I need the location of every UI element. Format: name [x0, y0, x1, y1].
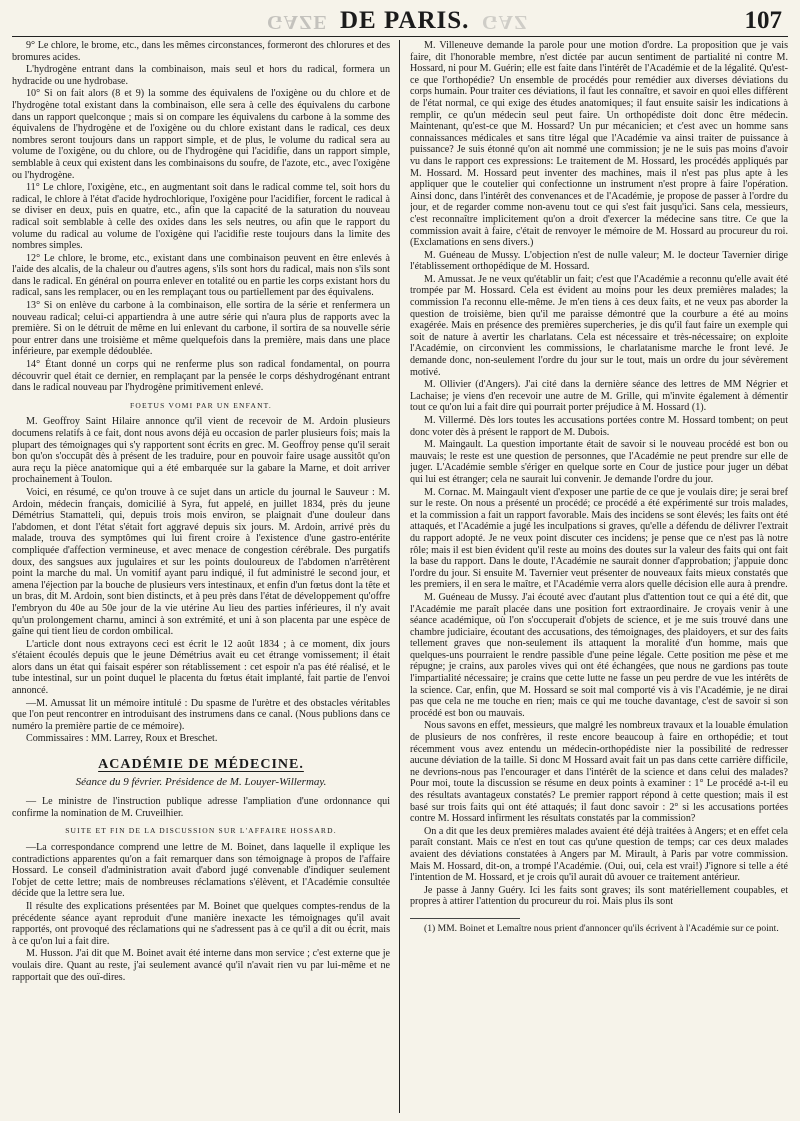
section-heading-foetus: FOETUS VOMI PAR UN ENFANT.: [130, 400, 272, 410]
paragraph: 10° Si on fait alors (8 et 9) la somme des équivalens de l'oxigène ou du chlore et de l'hydrogène total existant dans la combinaison, elle sera à celle des équivalens du carbone dans un rapport quelconque ; mais si on compare les équivalens du carbone à la somme des équivalens de l'hydrogène et de l'oxigène ou du chlore existant dans le radical, ces deux nombres seront toujours dans un rapport simple, et de plus, le volume du radical sera au volume de l'oxigène, ou du chlore, ou de l'hydrogène qui l'acidifie, dans un rapport simple, semblable à ceux qui existent dans les combinaisons du soufre, de l'azote, etc., avec l'oxigène ou l'hydrogène.: [12, 88, 390, 181]
paragraph: M. Cornac. M. Maingault vient d'exposer une partie de ce que je voulais dire; je serai bref sur le reste. On nous a présenté un procédé; ce procédé a été expérimenté sur trois malades, et la commission a fait un rapport favorable. Mais des incidens se sont élevés; les faits ont été attaqués, et l'Académie a jugé les inculpations si graves, qu'elle a défendu de délivrer l'extrait du rapport adopté. Je ne veux point discuter ces incidens; je pense que ce n'est pas là notre rôle; mais il est bien évident qu'il reste au moins des doutes sur la valeur des faits qui ont fait la base du rapport. Dans le doute, l'Académie ne saurait donner d'approbation; j'appuie donc l'ordre du jour. Si ensuite M. Tavernier veut présenter de nouveaux faits mieux constatés que les premiers, il en sera le maître, et l'Académie verra alors quelle décision elle aura à prendre.: [410, 486, 788, 591]
paragraph: Voici, en résumé, ce qu'on trouve à ce sujet dans un article du journal le Sauveur : M. Ardoin, médecin français, domicilié à Syra, fut appelé, en juillet 1834, près du jeune Démétrius Stamatteli, qui, depuis trois mois environ, se plaignait d'une douleur dans l'abdomen, et dont l'état s'était fort aggravé depuis six jours. M. Ardoin, arrivé près du malade, trouva des symptômes qui lui firent croire à l'existence d'une gastro-entérite compliquée d'affection vermineuse, et avec menace de congestion cérébrale. Des purgatifs doux, des sangsues aux jugulaires et sur les points douloureux de l'abdomen n'arrêtèrent point la marche du mal. Un vomitif ayant paru indiqué, il fut administré le second jour, et amena l'éjection par la bouche de plusieurs vers intestinaux, et enfin d'un fœtus dont la tête et un bras, dit M. Ardoin, sont bien distincts, et à peu près dans l'état de développement qu'offre l'embryon du 40e au 50e jour de la vie utérine Au lieu des parties inférieures, il n'y avait qu'un prolongement charnu, aminci à son extrémité, et uni à son placenta par une espèce de gaîne qui tient lieu de cordon ombilical.: [12, 486, 390, 638]
page-header: [12, 6, 788, 37]
paragraph: —M. Amussat lit un mémoire intitulé : Du spasme de l'urètre et des obstacles véritables que l'on peut rencontrer en introduisant des instrumens dans ce canal. (Nous publions dans ce numéro la première partie de ce mémoire).: [12, 697, 390, 732]
page-number: 107: [744, 7, 782, 34]
bleed-through-text-left: GAZE: [267, 11, 328, 33]
paragraph: 12° Le chlore, le brome, etc., existant dans une combinaison peuvent en être enlevés à l'aide des alcalis, de la chaleur ou d'autres agens, s'ils sont hors du radical, mais non s'ils sont dans le radical. En général on pourra enlever en totalité ou en partie les corps existant hors du radical, sans les remplacer, ou en les remplaçant tous ou partiellement par des équivalens.: [12, 252, 390, 299]
paragraph: Il résulte des explications présentées par M. Boinet que quelques comptes-rendus de la précédente séance ayant reproduit d'une manière inexacte les témoignages qu'il avait rapportés, ont provoqué des réclamations qui ne s'adressent pas à ce qu'il a dit ou écrit, mais à ce qu'on lui a fait dire.: [12, 900, 390, 947]
paragraph: M. Guéneau de Mussy. L'objection n'est de nulle valeur; M. le docteur Tavernier dirige l'établissement orthopédique de M. Hossard.: [410, 249, 788, 273]
paragraph: Nous savons en effet, messieurs, que malgré les nombreux travaux et la louable émulation de plusieurs de nos confrères, il reste encore beaucoup à faire en orthopédie; et tout récemment vous avez entendu un médecin-orthopédiste nier la possibilité de redresser aucune déviation de la taille. Si donc M Hossard avait fait un pas dans cette carrière difficile, ne devrions-nous pas l'encourager et dans l'intérêt de la science et dans celui des malades? Pour moi, toute la discussion se résume en deux points à examiner : 1° Le procédé a-t-il eu des résultats avantageux constatés? Le premier rapport répond à cette question; mais il est basé sur trois faits qui ont été attaqués; il faut donc savoir : 2° si les accusations portées contre M. Hossard infirment les résultats constatés par la commission?: [410, 720, 788, 825]
paragraph: Commissaires : MM. Larrey, Roux et Breschet.: [26, 733, 218, 745]
paragraph: M. Husson. J'ai dit que M. Boinet avait été interne dans mon service ; c'est externe que je voulais dire. Quant au reste, j'ai seulement avancé qu'il n'avait rien vu par lui-même et ne rapportait que des ouï-dires.: [12, 948, 390, 983]
page-title: DE PARIS.: [340, 7, 470, 34]
paragraph: Je passe à Janny Guéry. Ici les faits sont graves; ils sont matériellement coupables, et propres à attirer l'attention du procureur du roi. Mais plus ils sont: [410, 884, 788, 908]
paragraph: M. Maingault. La question importante était de savoir si le nouveau procédé est bon ou mauvais; le reste est une question de personnes, que l'Académie ne peut prendre sur elle de juger. L'Académie semble s'ériger en quelque sorte en Cour de justice pour juger un débat qui lui est étranger; cela ne saurait lui convenir. Je demande l'ordre du jour.: [410, 439, 788, 485]
paragraph: M. Amussat. Je ne veux qu'établir un fait; c'est que l'Académie a reconnu qu'elle avait été trompée par M. Hossard. Cela est évident au moins pour les deux premières malades; la commission l'a reconnu elle-même. Je m'en tiens à ces deux faits, et ne veux pas aborder la question de troisième, bien qu'il me paraisse démontré que la courbure a été au moins exagérée. Mais en présence des premières supercheries, je dis qu'il faut faire un exemple qui soit de nature à avertir les charlatans. Cela est nécessaire et très-nécessaire; on exploite l'Académie, on circonvient les commissions, le charlatanisme marche le front levé. Je demande donc, non-seulement l'ordre du jour sur le tout, mais un ordre du jour sévèrement motivé.: [410, 273, 788, 378]
paragraph: On a dit que les deux premières malades avaient été déjà traitées à Angers; et en effet cela paraît constant. Mais ce n'est en tout cas qu'une question de temps; car ces deux malades avaient des déviations constatées à Angers par M. Mirault, à Paris par votre commission. Mais M. Hossard, dit-on, a trompé l'Académie. (Oui, oui, cela est vrai!) J'ignore si telle a été l'intention de M. Hossard, et je crois qu'il aurait dû avouer ce traitement antérieur.: [410, 825, 788, 884]
paragraph: — Le ministre de l'instruction publique adresse l'ampliation d'une ordonnance qui confirme la nomination de M. Cruveilhier.: [12, 796, 390, 819]
paragraph: 9° Le chlore, le brome, etc., dans les mêmes circonstances, formeront des chlorures et des bromures acides.: [12, 40, 390, 63]
column-divider: [399, 40, 400, 1113]
paragraph: 11° Le chlore, l'oxigène, etc., en augmentant soit dans le radical comme tel, soit hors du radical, le chlore à l'état d'acide hydrochlorique, l'oxigène pour l'acidifier, forcent le radical à se diviser en deux, puis en quatre, etc., afin que la capacité de la saturation du nouveau radical soit semblable à celle des oxides dans les sels neutres, ou afin que le rapport du volume du radical au volume de l'oxigène qui l'acidifie reste toujours dans la limite des nombres simples.: [12, 182, 390, 252]
paragraph: L'article dont nous extrayons ceci est écrit le 12 août 1834 ; à ce moment, dix jours s'étaient écoulés depuis que le jeune Démétrius avait eu cet étrange vomissement; il était alors dans un état qui faisait espérer son rétablissement : cet espoir n'a pas été réalisé, et le tube intestinal, sur un point duquel le placenta du fœtus était implanté, fait partie de l'envoi annoncé.: [12, 638, 390, 697]
paragraph: 14° Étant donné un corps qui ne renferme plus son radical fondamental, on pourra découvrir quel était ce dernier, en remplaçant par la pensée le corps déshydrogénant entrant dans le radical nouveau par l'hydrogène primitivement enlevé.: [12, 359, 390, 394]
columns: [12, 40, 788, 1121]
section-heading-hossard: SUITE ET FIN DE LA DISCUSSION SUR L'AFFAIRE HOSSARD.: [65, 826, 337, 836]
bleed-through-text-right: GAZ: [482, 11, 529, 33]
paragraph: M. Villeneuve demande la parole pour une motion d'ordre. La proposition que je vais faire, dit l'honorable membre, n'est dictée par aucun sentiment de partialité ni contre M. Hossard, ni pour M. Guérin; elle est faite dans l'intérêt de l'Académie et de la légalité. Qu'est-ce que l'orthopédie? Un ensemble de procédés pour remédier aux diverses déviations du corps humain. Pour traiter ces déviations, il faut les connaître, et savoir en quoi elles diffèrent de l'état normal, ce qui exige des études anatomiques; il faut ensuite saisir les indications à remplir, ce qu'un médecin seul peut faire. Un orthopédiste doit donc être médecin. Maintenant, qu'est-ce que M. Hossard? Un pur mécanicien; et c'est avec un homme sans connaissances médicales et sans titre légal que l'Académie va ainsi traiter de puissance à puissance? Je suis étonné qu'on ait nommé une commission; je ne le suis pas moins d'avoir vu dans le rapport ces expressions: Le traitement de M. Hossard, les procédés appliqués par M. Hossard. M. Hossard peut inventer des machines, mais il n'est pas plus apte à les appliquer que le coutelier qui confectionne un instrument n'est propre à faire l'opération. Ainsi donc, dans l'intérêt des convenances et de l'Académie, je propose de passer à l'ordre du jour, et de regarder comme non-avenu tout ce qui s'est fait jusqu'ici. Sans cela, messieurs, c'est reconnaître implicitement qu'on a droit d'exercer la médecine sans titre. Ce que la commission avait à faire, c'était de renvoyer le mémoire de M. Hossard au procureur du roi. (Exclamations en sens divers.): [410, 40, 788, 249]
paragraph: 13° Si on enlève du carbone à la combinaison, elle sortira de la série et renfermera un nouveau radical; celui-ci appartiendra à une autre série qui n'aura plus de rapports avec la première. Si on le détruit de même en lui enlevant du carbone, il sortira de sa nouvelle série pour entrer dans une troisième et même quelquefois dans la première, mais dans une place inférieure, par exemple dédoublée.: [12, 300, 390, 358]
right-column: [410, 40, 788, 1121]
paragraph: L'hydrogène entrant dans la combinaison, mais seul et hors du radical, formera un hydracide ou une hydrobase.: [12, 64, 390, 87]
paragraph: M. Geoffroy Saint Hilaire annonce qu'il vient de recevoir de M. Ardoin plusieurs documens relatifs à ce fait, dont nous avons déjà eu occasion de parler plusieurs fois; mais la plupart des témoignages qui s'y rapportent sont écrits en grec. M. Geoffroy pense qu'il serait bon qu'on s'occupât dès à présent de les traduire, pour en pouvoir faire usage aussitôt qu'on aura reçu la pièce anatomique qui a été embarquée sur la gabare la Marne, et doit arriver prochainement à Toulon.: [12, 416, 390, 486]
paragraph: M. Guéneau de Mussy. J'ai écouté avec d'autant plus d'attention tout ce qui a été dit, que l'Académie me paraît placée dans une position fort extraordinaire. Je croyais venir à une séance académique, où l'on s'occuperait d'objets de science, et je me suis trouvé dans une chambre judiciaire, écoutant des accusations, des témoignages, des plaidoyers, et sur des faits tellement graves que non-seulement ils attaquent la moralité d'un homme, mais que quelques-uns pourraient le rendre passible d'une peine légale. Cette position me pèse et me répugne; je crains, aux paroles vives qui ont été échangées, que nous ne gardions pas toute l'impartialité nécessaire; je crains que cette lutte ne fasse un peu perdre de vue les intérêts de la science. Car, enfin, que M. Hossard se soit mal comporté vis à vis l'Académie, je ne dirai pas que cela ne me touche en rien; mais ce qui me touche davantage, c'est de savoir si son procédé est bon ou mauvais.: [410, 591, 788, 719]
footnote-divider: [410, 918, 520, 919]
paragraph: —La correspondance comprend une lettre de M. Boinet, dans laquelle il explique les contradictions apparentes qu'on a fait remarquer dans son témoignage à propos de l'affaire Hossard. Le conseil d'administration avait d'abord jugé convenable d'indiquer seulement l'objet de cette lettre; mais de nombreuses réclamations s'élèvent, et l'Académie consultée décide que la lettre sera lue.: [12, 842, 390, 900]
seance-line: Séance du 9 février. Présidence de M. Louyer-Willermay.: [75, 775, 327, 788]
paragraph: M. Ollivier (d'Angers). J'ai cité dans la dernière séance des lettres de MM Négrier et Lachaise; je viens d'en recevoir une autre de M. Grille, qui m'invite également à démentir tout ce qu'on lui a fait dire qui pourrait porter préjudice à M. Hossard (1).: [410, 379, 788, 414]
left-column: [12, 40, 390, 1121]
footnote: (1) MM. Boinet et Lemaître nous prient d'annoncer qu'ils écrivent à l'Académie sur ce point.: [424, 922, 779, 934]
section-title-academie: ACADÉMIE DE MÉDECINE.: [98, 757, 304, 773]
paragraph: M. Villermé. Dès lors toutes les accusations portées contre M. Hossard tombent; on peut donc voter dès à présent le rapport de M. Dubois.: [410, 415, 788, 438]
